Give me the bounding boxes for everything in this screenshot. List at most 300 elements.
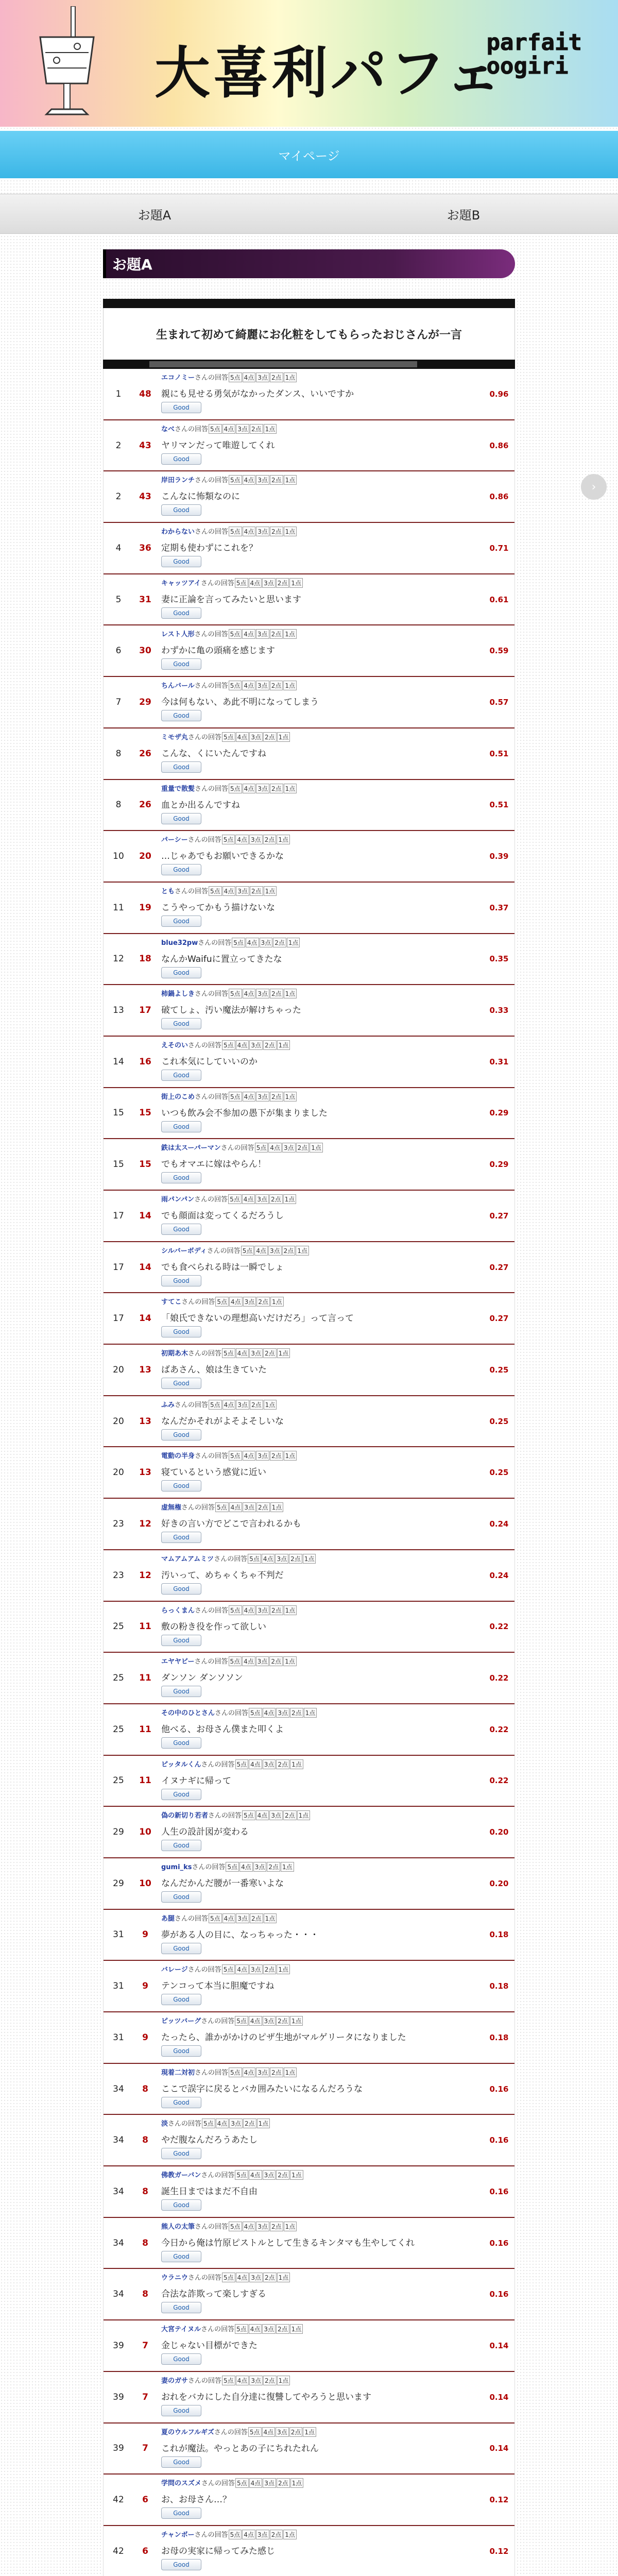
score-vote-button[interactable]: 5点 xyxy=(226,1862,239,1872)
score-vote-button[interactable]: 2点 xyxy=(296,1143,310,1153)
score-vote-button[interactable]: 5点 xyxy=(215,1502,229,1512)
answer-user-link[interactable]: ふみ xyxy=(161,1401,175,1409)
score-vote-button[interactable]: 1点 xyxy=(289,578,303,588)
answer-user-link[interactable]: 淡 xyxy=(161,2120,168,2128)
score-vote-button[interactable]: 3点 xyxy=(236,1913,249,1923)
good-button[interactable]: Good xyxy=(161,1583,201,1595)
score-vote-button[interactable]: 5点 xyxy=(235,1759,249,1769)
score-vote-button[interactable]: 2点 xyxy=(270,2530,283,2539)
good-button[interactable]: Good xyxy=(161,2097,201,2108)
score-vote-button[interactable]: 3点 xyxy=(256,989,269,998)
score-vote-button[interactable]: 4点 xyxy=(236,2376,249,2385)
score-vote-button[interactable]: 2点 xyxy=(263,1964,277,1974)
score-vote-button[interactable]: 3点 xyxy=(236,886,249,896)
score-vote-button[interactable]: 5点 xyxy=(209,424,222,434)
score-vote-button[interactable]: 3点 xyxy=(276,1708,289,1718)
score-vote-button[interactable]: 3点 xyxy=(256,372,269,382)
score-vote-button[interactable]: 2点 xyxy=(270,372,283,382)
score-vote-button[interactable]: 4点 xyxy=(243,1451,256,1461)
score-vote-button[interactable]: 5点 xyxy=(229,629,242,639)
answer-user-link[interactable]: 夏のウルフルギズ xyxy=(161,2428,214,2436)
answer-user-link[interactable]: エコノミー xyxy=(161,374,195,382)
score-vote-button[interactable]: 4点 xyxy=(242,1656,255,1666)
answer-user-link[interactable]: らっくまん xyxy=(161,1606,195,1615)
score-vote-button[interactable]: 3点 xyxy=(243,1297,256,1307)
answer-user-link[interactable]: レスト人形 xyxy=(161,631,195,639)
score-vote-button[interactable]: 1点 xyxy=(264,886,277,896)
score-vote-button[interactable]: 2点 xyxy=(270,784,283,793)
score-vote-button[interactable]: 3点 xyxy=(263,1759,276,1769)
score-vote-button[interactable]: 1点 xyxy=(297,1810,311,1820)
score-vote-button[interactable]: 1点 xyxy=(284,1092,297,1101)
score-vote-button[interactable]: 5点 xyxy=(222,1040,235,1050)
score-vote-button[interactable]: 2点 xyxy=(256,1297,270,1307)
good-button[interactable]: Good xyxy=(161,1429,201,1440)
good-button[interactable]: Good xyxy=(161,607,201,619)
score-vote-button[interactable]: 1点 xyxy=(270,1502,284,1512)
good-button[interactable]: Good xyxy=(161,1224,201,1235)
score-vote-button[interactable]: 4点 xyxy=(262,2427,276,2437)
score-vote-button[interactable]: 4点 xyxy=(249,578,262,588)
score-vote-button[interactable]: 3点 xyxy=(263,2170,276,2180)
score-vote-button[interactable]: 3点 xyxy=(249,1040,263,1050)
score-vote-button[interactable]: 2点 xyxy=(289,2427,303,2437)
score-vote-button[interactable]: 3点 xyxy=(263,2016,276,2026)
answer-user-link[interactable]: エヤヤビー xyxy=(161,1658,195,1666)
answer-user-link[interactable]: 鉄は太スーパーマン xyxy=(161,1144,221,1153)
score-vote-button[interactable]: 4点 xyxy=(242,629,255,639)
score-vote-button[interactable]: 1点 xyxy=(283,629,297,639)
score-vote-button[interactable]: 5点 xyxy=(222,1964,235,1974)
good-button[interactable]: Good xyxy=(161,1070,201,1081)
score-vote-button[interactable]: 2点 xyxy=(270,475,283,485)
mypage-link[interactable]: マイページ xyxy=(278,148,340,163)
score-vote-button[interactable]: 1点 xyxy=(277,732,290,742)
score-vote-button[interactable]: 4点 xyxy=(222,424,236,434)
good-button[interactable]: Good xyxy=(161,2251,201,2262)
answer-user-link[interactable]: 佛教ガーバン xyxy=(161,2172,201,2180)
good-button[interactable]: Good xyxy=(161,1275,201,1286)
answer-user-link[interactable]: blue32pw xyxy=(161,939,198,947)
score-vote-button[interactable]: 2点 xyxy=(263,2376,277,2385)
score-vote-button[interactable]: 5点 xyxy=(202,2119,215,2128)
score-vote-button[interactable]: 4点 xyxy=(235,835,249,844)
good-button[interactable]: Good xyxy=(161,1532,201,1543)
good-button[interactable]: Good xyxy=(161,2405,201,2416)
answer-user-link[interactable]: マムアムアムミツ xyxy=(161,1555,214,1563)
score-vote-button[interactable]: 1点 xyxy=(296,1246,309,1256)
score-vote-button[interactable]: 4点 xyxy=(239,1862,253,1872)
score-vote-button[interactable]: 5点 xyxy=(229,2530,242,2539)
score-vote-button[interactable]: 4点 xyxy=(268,1143,282,1153)
score-vote-button[interactable]: 2点 xyxy=(263,2273,277,2282)
answer-user-link[interactable]: わからない xyxy=(161,528,195,536)
score-vote-button[interactable]: 2点 xyxy=(250,1913,263,1923)
score-vote-button[interactable]: 1点 xyxy=(284,475,297,485)
score-vote-button[interactable]: 1点 xyxy=(264,1913,277,1923)
score-vote-button[interactable]: 2点 xyxy=(290,1708,303,1718)
score-vote-button[interactable]: 4点 xyxy=(229,1297,243,1307)
score-vote-button[interactable]: 5点 xyxy=(229,2222,242,2231)
score-vote-button[interactable]: 2点 xyxy=(263,1348,277,1358)
score-vote-button[interactable]: 2点 xyxy=(250,424,263,434)
score-vote-button[interactable]: 1点 xyxy=(277,1964,290,1974)
score-vote-button[interactable]: 1点 xyxy=(284,784,297,793)
scroll-nav-button[interactable]: › xyxy=(581,474,607,500)
score-vote-button[interactable]: 5点 xyxy=(235,2324,248,2334)
score-vote-button[interactable]: 4点 xyxy=(243,2222,256,2231)
score-vote-button[interactable]: 5点 xyxy=(229,1656,242,1666)
good-button[interactable]: Good xyxy=(161,2199,201,2211)
tab-odai-a[interactable]: お題A xyxy=(138,208,171,223)
score-vote-button[interactable]: 4点 xyxy=(229,1502,243,1512)
good-button[interactable]: Good xyxy=(161,1891,201,1903)
answer-user-link[interactable]: とも xyxy=(161,887,175,895)
score-vote-button[interactable]: 1点 xyxy=(277,1040,290,1050)
score-vote-button[interactable]: 5点 xyxy=(248,2427,262,2437)
good-button[interactable]: Good xyxy=(161,1172,201,1183)
score-vote-button[interactable]: 2点 xyxy=(270,1451,283,1461)
score-vote-button[interactable]: 5点 xyxy=(229,475,242,485)
good-button[interactable]: Good xyxy=(161,1480,201,1492)
score-vote-button[interactable]: 2点 xyxy=(270,527,283,536)
score-vote-button[interactable]: 1点 xyxy=(290,2478,304,2488)
good-button[interactable]: Good xyxy=(161,1737,201,1749)
good-button[interactable]: Good xyxy=(161,967,201,978)
score-vote-button[interactable]: 1点 xyxy=(283,1656,297,1666)
answer-user-link[interactable]: 偽の新切り若者 xyxy=(161,1812,209,1820)
score-vote-button[interactable]: 3点 xyxy=(256,784,269,793)
score-vote-button[interactable]: 4点 xyxy=(263,1708,276,1718)
score-vote-button[interactable]: 4点 xyxy=(243,989,256,998)
score-vote-button[interactable]: 1点 xyxy=(264,1400,277,1410)
score-vote-button[interactable]: 2点 xyxy=(276,2016,289,2026)
score-vote-button[interactable]: 4点 xyxy=(222,886,236,896)
score-vote-button[interactable]: 3点 xyxy=(275,1554,288,1564)
score-vote-button[interactable]: 5点 xyxy=(209,886,222,896)
score-vote-button[interactable]: 2点 xyxy=(277,2478,290,2488)
score-vote-button[interactable]: 5点 xyxy=(229,1092,242,1101)
score-vote-button[interactable]: 3点 xyxy=(255,1194,269,1204)
score-vote-button[interactable]: 3点 xyxy=(276,2427,289,2437)
answer-user-link[interactable]: あ腿 xyxy=(161,1914,175,1923)
score-vote-button[interactable]: 5点 xyxy=(215,1297,229,1307)
score-vote-button[interactable]: 2点 xyxy=(283,1810,297,1820)
score-vote-button[interactable]: 3点 xyxy=(249,1348,263,1358)
good-button[interactable]: Good xyxy=(161,2353,201,2365)
answer-user-link[interactable]: 熊人の太筆 xyxy=(161,2223,195,2231)
score-vote-button[interactable]: 3点 xyxy=(236,1400,249,1410)
score-vote-button[interactable]: 2点 xyxy=(267,1862,280,1872)
score-vote-button[interactable]: 1点 xyxy=(290,1759,303,1769)
score-vote-button[interactable]: 3点 xyxy=(260,938,273,947)
good-button[interactable]: Good xyxy=(161,1018,201,1029)
score-vote-button[interactable]: 3点 xyxy=(249,835,263,844)
good-button[interactable]: Good xyxy=(161,1943,201,1954)
score-vote-button[interactable]: 5点 xyxy=(222,2376,235,2385)
score-vote-button[interactable]: 1点 xyxy=(277,1348,290,1358)
score-vote-button[interactable]: 1点 xyxy=(290,2324,303,2334)
score-vote-button[interactable]: 1点 xyxy=(277,2273,290,2282)
score-vote-button[interactable]: 4点 xyxy=(249,2478,263,2488)
good-button[interactable]: Good xyxy=(161,761,201,773)
score-vote-button[interactable]: 1点 xyxy=(283,1194,297,1204)
score-vote-button[interactable]: 1点 xyxy=(284,2222,297,2231)
score-vote-button[interactable]: 5点 xyxy=(235,2478,249,2488)
good-button[interactable]: Good xyxy=(161,658,201,670)
score-vote-button[interactable]: 3点 xyxy=(249,2376,263,2385)
good-button[interactable]: Good xyxy=(161,710,201,721)
answer-user-link[interactable]: 初期あ木 xyxy=(161,1350,188,1358)
score-vote-button[interactable]: 5点 xyxy=(229,372,242,382)
score-vote-button[interactable]: 3点 xyxy=(256,475,269,485)
good-button[interactable]: Good xyxy=(161,1378,201,1389)
good-button[interactable]: Good xyxy=(161,916,201,927)
answer-user-link[interactable]: 雨パンパン xyxy=(161,1196,195,1204)
score-vote-button[interactable]: 2点 xyxy=(270,2222,283,2231)
good-button[interactable]: Good xyxy=(161,504,201,516)
score-vote-button[interactable]: 2点 xyxy=(269,1194,283,1204)
score-vote-button[interactable]: 4点 xyxy=(216,2119,229,2128)
score-vote-button[interactable]: 4点 xyxy=(246,938,259,947)
tab-odai-b[interactable]: お題B xyxy=(447,208,480,223)
score-vote-button[interactable]: 5点 xyxy=(229,1451,242,1461)
good-button[interactable]: Good xyxy=(161,864,201,875)
score-vote-button[interactable]: 4点 xyxy=(249,2170,262,2180)
score-vote-button[interactable]: 5点 xyxy=(222,732,235,742)
score-vote-button[interactable]: 4点 xyxy=(243,784,256,793)
score-vote-button[interactable]: 5点 xyxy=(222,835,235,844)
score-vote-button[interactable]: 4点 xyxy=(242,1194,255,1204)
score-vote-button[interactable]: 1点 xyxy=(283,2530,297,2539)
score-vote-button[interactable]: 5点 xyxy=(229,681,242,690)
good-button[interactable]: Good xyxy=(161,2507,201,2519)
score-vote-button[interactable]: 2点 xyxy=(276,578,289,588)
score-vote-button[interactable]: 2点 xyxy=(250,886,263,896)
good-button[interactable]: Good xyxy=(161,813,201,824)
score-vote-button[interactable]: 5点 xyxy=(241,1246,254,1256)
score-vote-button[interactable]: 1点 xyxy=(290,2016,303,2026)
score-vote-button[interactable]: 1点 xyxy=(303,1554,316,1564)
score-vote-button[interactable]: 4点 xyxy=(243,527,256,536)
good-button[interactable]: Good xyxy=(161,402,201,413)
score-vote-button[interactable]: 2点 xyxy=(263,835,277,844)
score-vote-button[interactable]: 5点 xyxy=(222,2273,235,2282)
score-vote-button[interactable]: 5点 xyxy=(229,1605,242,1615)
score-vote-button[interactable]: 4点 xyxy=(235,1964,249,1974)
score-vote-button[interactable]: 2点 xyxy=(273,938,286,947)
answer-user-link[interactable]: 岸田ランチ xyxy=(161,477,195,485)
answer-user-link[interactable]: チャンボー xyxy=(161,2531,195,2539)
good-button[interactable]: Good xyxy=(161,2456,201,2468)
score-vote-button[interactable]: 5点 xyxy=(228,1194,242,1204)
good-button[interactable]: Good xyxy=(161,2148,201,2159)
score-vote-button[interactable]: 3点 xyxy=(256,1605,269,1615)
score-vote-button[interactable]: 5点 xyxy=(235,2016,248,2026)
score-vote-button[interactable]: 4点 xyxy=(249,2016,262,2026)
answer-user-link[interactable]: ピッタルくん xyxy=(161,1760,201,1769)
score-vote-button[interactable]: 3点 xyxy=(263,2478,276,2488)
score-vote-button[interactable]: 1点 xyxy=(281,1862,294,1872)
score-vote-button[interactable]: 5点 xyxy=(229,527,242,536)
score-vote-button[interactable]: 5点 xyxy=(222,1348,235,1358)
good-button[interactable]: Good xyxy=(161,2559,201,2570)
answer-user-link[interactable]: 学問のスズメ xyxy=(161,2480,202,2488)
good-button[interactable]: Good xyxy=(161,1789,201,1800)
good-button[interactable]: Good xyxy=(161,1840,201,1851)
score-vote-button[interactable]: 2点 xyxy=(270,989,283,998)
answer-user-link[interactable]: その中のひとさん xyxy=(161,1709,215,1717)
score-vote-button[interactable]: 3点 xyxy=(256,681,269,690)
score-vote-button[interactable]: 4点 xyxy=(254,1246,268,1256)
answer-user-link[interactable]: 大宮テイヌル xyxy=(161,2326,201,2334)
answer-user-link[interactable]: キャッツアイ xyxy=(161,579,201,587)
score-vote-button[interactable]: 1点 xyxy=(284,2067,297,2077)
score-vote-button[interactable]: 1点 xyxy=(287,938,300,947)
answer-user-link[interactable]: 柿鍋よしき xyxy=(161,990,195,998)
score-vote-button[interactable]: 4点 xyxy=(222,1400,236,1410)
score-vote-button[interactable]: 1点 xyxy=(304,1708,317,1718)
score-vote-button[interactable]: 3点 xyxy=(243,1502,256,1512)
score-vote-button[interactable]: 5点 xyxy=(209,1913,222,1923)
score-vote-button[interactable]: 4点 xyxy=(243,372,256,382)
score-vote-button[interactable]: 4点 xyxy=(262,1554,275,1564)
score-vote-button[interactable]: 3点 xyxy=(256,527,269,536)
score-vote-button[interactable]: 1点 xyxy=(283,681,297,690)
site-logo-text[interactable]: 大喜利パフェ xyxy=(154,41,504,106)
score-vote-button[interactable]: 3点 xyxy=(262,2324,276,2334)
score-vote-button[interactable]: 3点 xyxy=(256,2067,269,2077)
score-vote-button[interactable]: 2点 xyxy=(276,1759,289,1769)
score-vote-button[interactable]: 3点 xyxy=(256,629,269,639)
answer-user-link[interactable]: パーシー xyxy=(161,836,188,844)
score-vote-button[interactable]: 5点 xyxy=(232,938,245,947)
score-vote-button[interactable]: 4点 xyxy=(249,2324,262,2334)
score-vote-button[interactable]: 1点 xyxy=(277,2376,290,2385)
score-vote-button[interactable]: 4点 xyxy=(256,1810,269,1820)
good-button[interactable]: Good xyxy=(161,1121,201,1132)
score-vote-button[interactable]: 3点 xyxy=(262,578,276,588)
score-vote-button[interactable]: 2点 xyxy=(270,1092,283,1101)
score-vote-button[interactable]: 1点 xyxy=(264,424,277,434)
good-button[interactable]: Good xyxy=(161,2045,201,2057)
answer-user-link[interactable]: ちんバール xyxy=(161,682,195,690)
score-vote-button[interactable]: 1点 xyxy=(257,2119,270,2128)
score-vote-button[interactable]: 5点 xyxy=(235,2170,248,2180)
answer-user-link[interactable]: 電動の半身 xyxy=(161,1452,195,1461)
score-vote-button[interactable]: 3点 xyxy=(256,1092,269,1101)
score-vote-button[interactable]: 1点 xyxy=(284,1605,297,1615)
score-vote-button[interactable]: 5点 xyxy=(229,2067,242,2077)
score-vote-button[interactable]: 5点 xyxy=(209,1400,222,1410)
good-button[interactable]: Good xyxy=(161,1635,201,1646)
score-vote-button[interactable]: 4点 xyxy=(242,2530,255,2539)
score-vote-button[interactable]: 3点 xyxy=(253,1862,267,1872)
score-vote-button[interactable]: 3点 xyxy=(249,1964,263,1974)
score-vote-button[interactable]: 1点 xyxy=(284,372,297,382)
score-vote-button[interactable]: 3点 xyxy=(256,2530,269,2539)
score-vote-button[interactable]: 4点 xyxy=(243,2067,256,2077)
score-vote-button[interactable]: 2点 xyxy=(263,1040,277,1050)
answer-user-link[interactable]: えそのい xyxy=(161,1041,188,1049)
score-vote-button[interactable]: 5点 xyxy=(229,989,242,998)
score-vote-button[interactable]: 5点 xyxy=(235,578,248,588)
score-vote-button[interactable]: 4点 xyxy=(236,2273,249,2282)
score-vote-button[interactable]: 2点 xyxy=(269,1656,283,1666)
score-vote-button[interactable]: 4点 xyxy=(236,1348,249,1358)
answer-user-link[interactable]: バレージ xyxy=(161,1966,188,1974)
score-vote-button[interactable]: 1点 xyxy=(284,527,297,536)
score-vote-button[interactable]: 2点 xyxy=(282,1246,296,1256)
score-vote-button[interactable]: 4点 xyxy=(243,1605,256,1615)
answer-user-link[interactable]: ミモザ丸 xyxy=(161,733,188,741)
score-vote-button[interactable]: 5点 xyxy=(242,1810,255,1820)
score-vote-button[interactable]: 3点 xyxy=(229,2119,243,2128)
score-vote-button[interactable]: 1点 xyxy=(290,2170,303,2180)
good-button[interactable]: Good xyxy=(161,556,201,567)
score-vote-button[interactable]: 4点 xyxy=(243,1092,256,1101)
score-vote-button[interactable]: 3点 xyxy=(256,2222,269,2231)
answer-user-link[interactable]: シルバーボディ xyxy=(161,1247,207,1255)
score-vote-button[interactable]: 2点 xyxy=(256,1502,270,1512)
good-button[interactable]: Good xyxy=(161,1686,201,1697)
score-vote-button[interactable]: 4点 xyxy=(249,1759,262,1769)
score-vote-button[interactable]: 2点 xyxy=(270,1605,283,1615)
score-vote-button[interactable]: 5点 xyxy=(249,1708,262,1718)
score-vote-button[interactable]: 1点 xyxy=(303,2427,316,2437)
score-vote-button[interactable]: 3点 xyxy=(256,1656,269,1666)
score-vote-button[interactable]: 1点 xyxy=(284,989,297,998)
score-vote-button[interactable]: 4点 xyxy=(242,681,255,690)
score-vote-button[interactable]: 3点 xyxy=(236,424,249,434)
score-vote-button[interactable]: 3点 xyxy=(256,1451,269,1461)
score-vote-button[interactable]: 2点 xyxy=(263,732,277,742)
score-vote-button[interactable]: 3点 xyxy=(282,1143,296,1153)
answer-user-link[interactable]: なべ xyxy=(161,425,175,433)
good-button[interactable]: Good xyxy=(161,2302,201,2313)
score-vote-button[interactable]: 1点 xyxy=(284,1451,297,1461)
score-vote-button[interactable]: 2点 xyxy=(289,1554,302,1564)
score-vote-button[interactable]: 4点 xyxy=(236,732,249,742)
score-vote-button[interactable]: 2点 xyxy=(270,681,283,690)
score-vote-button[interactable]: 4点 xyxy=(222,1913,236,1923)
answer-user-link[interactable]: 虚無権 xyxy=(161,1504,182,1512)
score-vote-button[interactable]: 2点 xyxy=(270,629,283,639)
good-button[interactable]: Good xyxy=(161,1994,201,2005)
score-vote-button[interactable]: 1点 xyxy=(310,1143,323,1153)
answer-user-link[interactable]: すてこ xyxy=(161,1298,182,1307)
score-vote-button[interactable]: 5点 xyxy=(248,1554,261,1564)
answer-user-link[interactable]: ウラニウ xyxy=(161,2274,188,2282)
answer-user-link[interactable]: gumi_ks xyxy=(161,1863,192,1871)
score-vote-button[interactable]: 4点 xyxy=(243,475,256,485)
score-vote-button[interactable]: 3点 xyxy=(249,732,263,742)
score-vote-button[interactable]: 2点 xyxy=(276,2324,289,2334)
answer-user-link[interactable]: ピッツバーグ xyxy=(161,2018,201,2025)
good-button[interactable]: Good xyxy=(161,1326,201,1337)
score-vote-button[interactable]: 5点 xyxy=(229,784,242,793)
score-vote-button[interactable]: 1点 xyxy=(277,835,290,844)
good-button[interactable]: Good xyxy=(161,453,201,465)
score-vote-button[interactable]: 3点 xyxy=(269,1810,283,1820)
score-vote-button[interactable]: 5点 xyxy=(255,1143,268,1153)
score-vote-button[interactable]: 3点 xyxy=(249,2273,263,2282)
score-vote-button[interactable]: 4点 xyxy=(236,1040,249,1050)
answer-user-link[interactable]: 街上のこめ xyxy=(161,1093,195,1101)
answer-user-link[interactable]: 現着二対初 xyxy=(161,2069,195,2077)
score-vote-button[interactable]: 2点 xyxy=(270,2067,283,2077)
answer-user-link[interactable]: 重量で散髪 xyxy=(161,785,195,793)
